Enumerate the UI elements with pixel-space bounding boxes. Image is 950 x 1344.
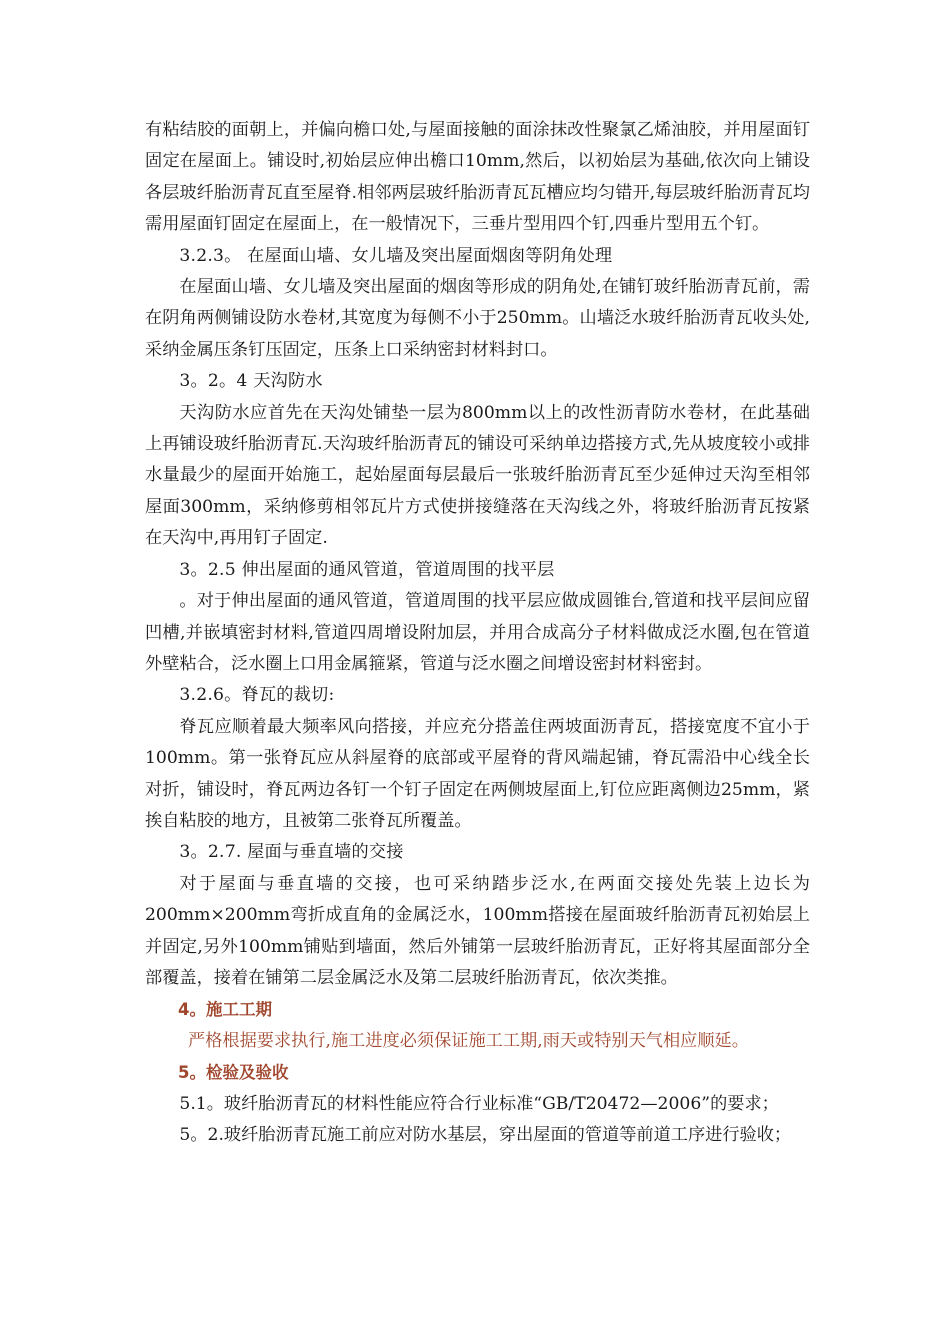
- paragraph-roof-tile-laying: 有粘结胶的面朝上，并偏向檐口处,与屋面接触的面涂抹改性聚氯乙烯油胶，并用屋面钉固定在屋面上。铺设时,初始层应伸出檐口10mm,然后，以初始层为基础,依次向上铺设各层玻纤胎沥青瓦直至屋脊.相邻两层玻纤胎沥青瓦瓦槽应均匀错开,每层玻纤胎沥青瓦均需用屋面钉固定在屋面上，在一般情况下，三垂片型用四个钉,四垂片型用五个钉。: [145, 120, 810, 235]
- paragraph-3-2-3: 在屋面山墙、女儿墙及突出屋面的烟囱等形成的阴角处,在铺钉玻纤胎沥青瓦前，需在阴角两侧铺设防水卷材,其宽度为每侧不小于250mm。山墙泛水玻纤胎沥青瓦收头处,采纳金属压条钉压固定，压条上口采纳密封材料封口。: [145, 277, 810, 360]
- paragraph-5-2: 5。2.玻纤胎沥青瓦施工前应对防水基层，穿出屋面的管道等前道工序进行验收；: [179, 1125, 792, 1145]
- subheading-3-2-4: 3。2。4 天沟防水: [179, 371, 323, 392]
- paragraph-4: 严格根据要求执行,施工进度必须保证施工工期,雨天或特别天气相应顺延。: [188, 1030, 749, 1051]
- subheading-3-2-6: 3.2.6。脊瓦的裁切:: [179, 685, 335, 706]
- paragraph-3-2-5: 。对于伸出屋面的通风管道，管道周围的找平层应做成圆锥台,管道和找平层间应留凹槽,并嵌填密封材料,管道四周增设附加层，并用合成高分子材料做成泛水圈,包在管道外壁粘合，泛水圈上口用金属箍紧，管道与泛水圈之间增设密封材料密封。: [145, 591, 810, 674]
- subheading-3-2-7: 3。2.7. 屋面与垂直墙的交接: [179, 842, 404, 863]
- subheading-3-2-3: 3.2.3。 在屋面山墙、女儿墙及突出屋面烟囱等阴角处理: [179, 245, 613, 266]
- section-title-5: 5。检验及验收: [178, 1063, 289, 1083]
- paragraph-3-2-6: 脊瓦应顺着最大频率风向搭接，并应充分搭盖住两坡面沥青瓦，搭接宽度不宜小于100mm。第一张脊瓦应从斜屋脊的底部或平屋脊的背风端起铺，脊瓦需沿中心线全长对折，铺设时，脊瓦两边各钉一个钉子固定在两侧坡屋面上,钉位应距离侧边25mm，紧挨自粘胶的地方，且被第二张脊瓦所覆盖。: [145, 716, 810, 831]
- paragraph-5-1: 5.1。玻纤胎沥青瓦的材料性能应符合行业标准“GB/T20472—2006”的要求；: [179, 1093, 779, 1114]
- section-title-4: 4。施工工期: [178, 1000, 272, 1020]
- document-body: [145, 115, 810, 1151]
- paragraph-3-2-7: 对于屋面与垂直墙的交接，也可采纳踏步泛水,在两面交接处先装上边长为200mm×200mm弯折成直角的金属泛水，100mm搭接在屋面玻纤胎沥青瓦初始层上并固定,另外100mm铺贴到墙面，然后外铺第一层玻纤胎沥青瓦，正好将其屋面部分全部覆盖，接着在铺第二层金属泛水及第二层玻纤胎沥青瓦，依次类推。: [145, 873, 810, 988]
- paragraph-3-2-4: 天沟防水应首先在天沟处铺垫一层为800mm以上的改性沥青防水卷材，在此基础上再铺设玻纤胎沥青瓦.天沟玻纤胎沥青瓦的铺设可采纳单边搭接方式,先从坡度较小或排水量最少的屋面开始施工，起始屋面每层最后一张玻纤胎沥青瓦至少延伸过天沟至相邻屋面300mm，采纳修剪相邻瓦片方式使拼接缝落在天沟线之外，将玻纤胎沥青瓦按紧在天沟中,再用钉子固定.: [145, 402, 810, 549]
- subheading-3-2-5: 3。2.5 伸出屋面的通风管道，管道周围的找平层: [179, 559, 555, 580]
